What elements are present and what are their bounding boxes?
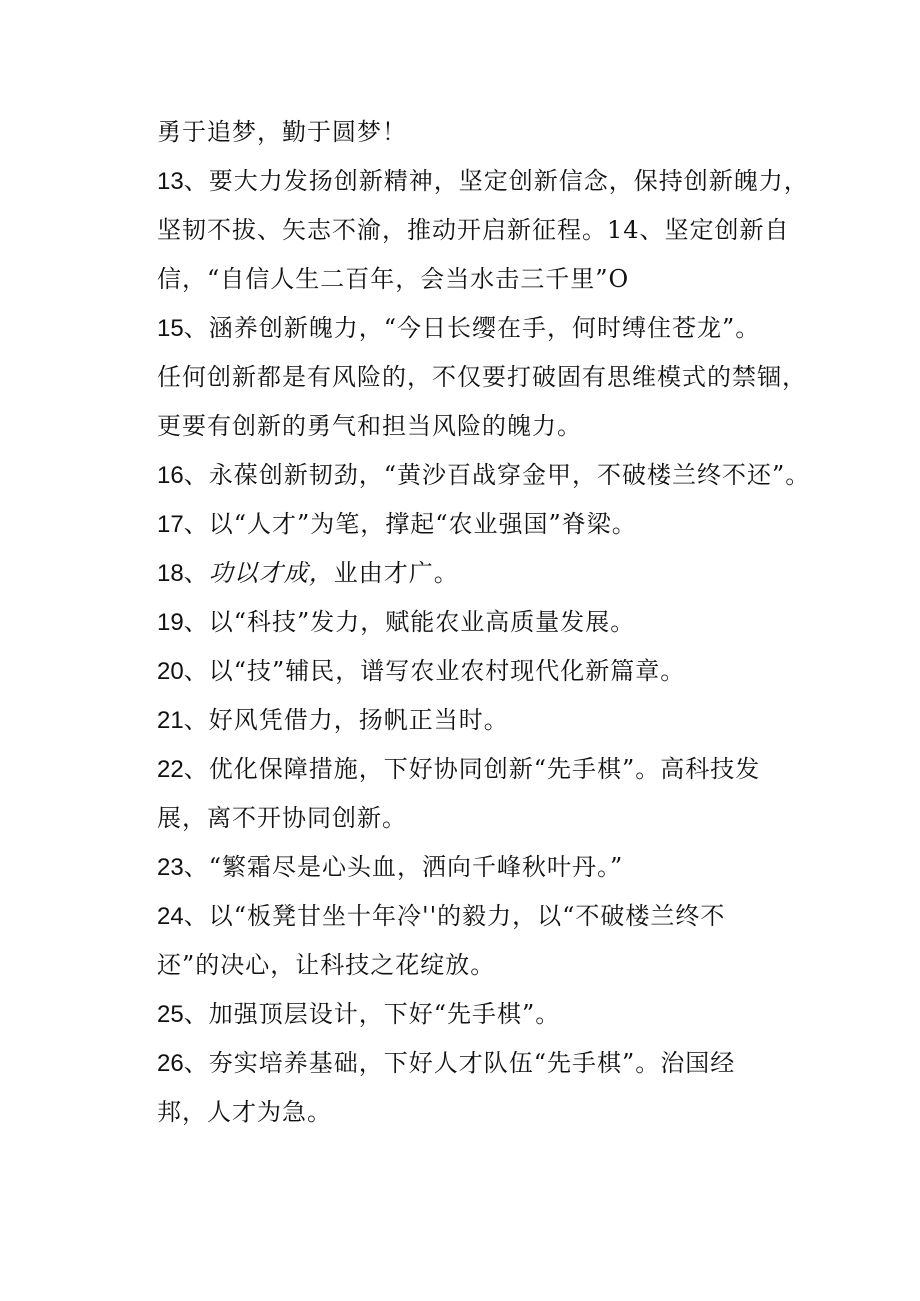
line-text: 、涵养创新魄力，“今日长缨在手，何时缚住苍龙”。 bbox=[183, 314, 761, 342]
line-text: 、优化保障措施，下好协同创新“先手棋”。高科技发 bbox=[183, 755, 761, 783]
item-number: 25 bbox=[157, 1001, 184, 1028]
text-line bbox=[157, 206, 797, 255]
line-text: 信，“自信人生二百年，会当水击三千里”O bbox=[157, 265, 630, 293]
item-number: 26 bbox=[157, 1050, 184, 1077]
line-text: 、要大力发扬创新精神，坚定创新信念，保持创新魄力， bbox=[183, 167, 809, 195]
text-line bbox=[157, 108, 797, 157]
text-line bbox=[157, 1088, 797, 1137]
text-line bbox=[157, 157, 809, 206]
line-text: 、好风凭借力，扬帆正当时。 bbox=[183, 706, 509, 734]
text-line bbox=[157, 402, 797, 451]
item-number: 24 bbox=[157, 903, 184, 930]
line-text: 、以“人才”为笔，撑起“农业强国”脊梁。 bbox=[183, 510, 637, 538]
item-number: 23 bbox=[157, 854, 184, 881]
line-text: 、以“科技”发力，赋能农业高质量发展。 bbox=[183, 608, 636, 636]
line-text: 、永葆创新韧劲，“黄沙百战穿金甲，不破楼兰终不还”。 bbox=[183, 461, 811, 489]
text-line bbox=[157, 794, 797, 843]
item-number: 17 bbox=[157, 511, 184, 538]
text-line bbox=[157, 500, 797, 549]
line-text: 、以“技”辅民，谱写农业农村现代化新篇章。 bbox=[183, 657, 686, 685]
line-text: 、 bbox=[183, 559, 209, 587]
line-text: 更要有创新的勇气和担当风险的魄力。 bbox=[157, 412, 582, 440]
item-number: 13 bbox=[157, 168, 184, 195]
line-text: 、夯实培养基础，下好人才队伍“先手棋”。治国经 bbox=[183, 1049, 736, 1077]
item-number: 21 bbox=[157, 707, 184, 734]
text-line bbox=[157, 304, 797, 353]
line-text: 坚韧不拔、矢志不渝，推动开启新征程。14、坚定创新自 bbox=[157, 216, 790, 244]
text-line bbox=[157, 451, 811, 500]
line-text: 、“繁霜尽是心头血，洒向千峰秋叶丹。” bbox=[183, 853, 624, 881]
item-number: 22 bbox=[157, 756, 184, 783]
text-line bbox=[157, 353, 807, 402]
text-line bbox=[157, 941, 797, 990]
line-text: 勇于追梦，勤于圆梦！ bbox=[157, 118, 407, 146]
line-text: 任何创新都是有风险的，不仅要打破固有思维模式的禁锢， bbox=[157, 363, 807, 391]
line-text: 邦，人才为急。 bbox=[157, 1098, 332, 1126]
line-text: 展，离不开协同创新。 bbox=[157, 804, 407, 832]
item-number: 15 bbox=[157, 315, 184, 342]
line-text-rest: 业由才广。 bbox=[333, 559, 459, 587]
text-line bbox=[157, 1039, 797, 1088]
text-line bbox=[157, 843, 797, 892]
document-body bbox=[157, 108, 811, 1137]
text-line bbox=[157, 255, 797, 304]
text-line bbox=[157, 745, 797, 794]
line-text: 、加强顶层设计，下好“先手棋”。 bbox=[183, 1000, 561, 1028]
text-line bbox=[157, 647, 797, 696]
text-line bbox=[157, 598, 797, 647]
line-text: 、以“板凳甘坐十年冷''的毅力，以“不破楼兰终不 bbox=[183, 902, 726, 930]
text-line bbox=[157, 892, 797, 941]
text-line bbox=[157, 990, 797, 1039]
item-number: 20 bbox=[157, 658, 184, 685]
item-number: 19 bbox=[157, 609, 184, 636]
italic-text: 功以才成， bbox=[208, 559, 334, 587]
item-number: 16 bbox=[157, 462, 184, 489]
text-line bbox=[157, 549, 797, 598]
line-text: 还”的决心，让科技之花绽放。 bbox=[157, 951, 496, 979]
item-number: 18 bbox=[157, 560, 184, 587]
text-line bbox=[157, 696, 797, 745]
